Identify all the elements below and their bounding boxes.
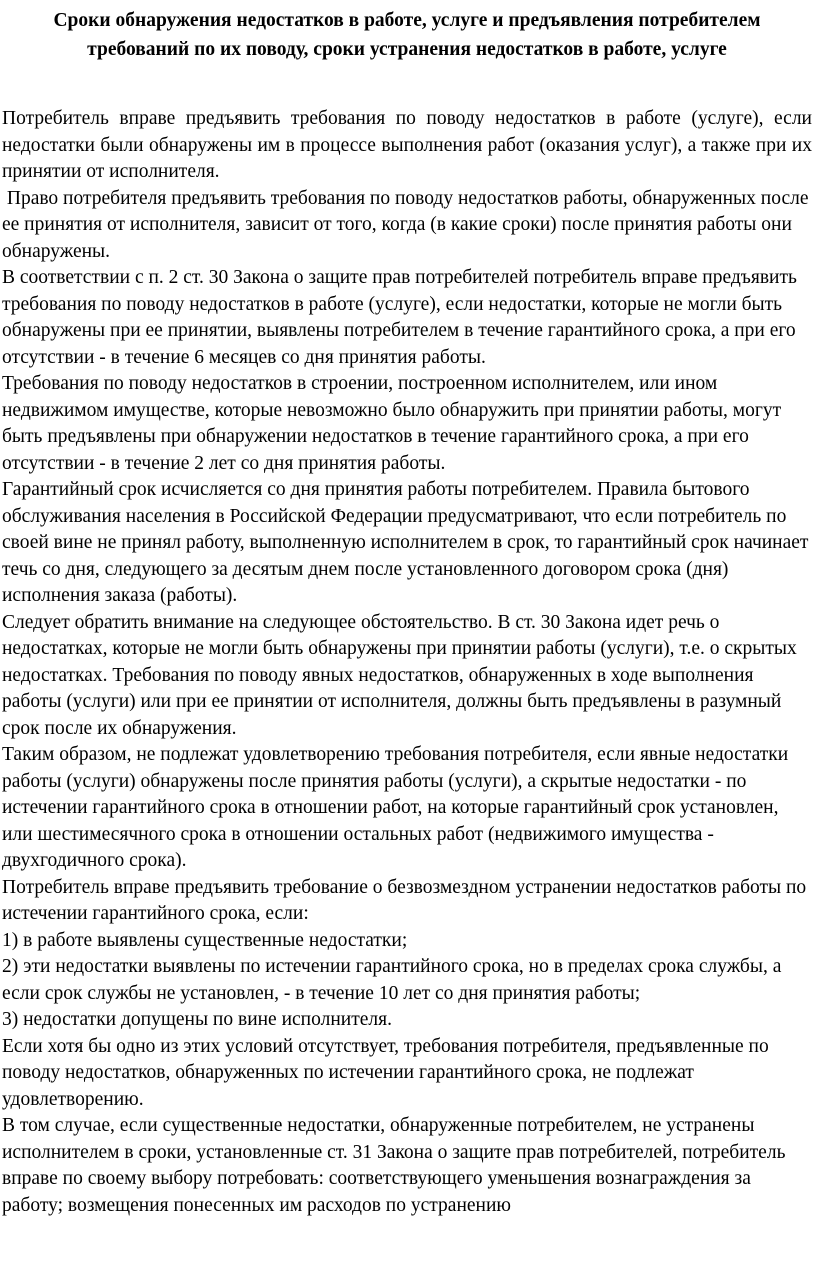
document-title: Сроки обнаружения недостатков в работе, услуге и предъявления потребителем требований по их поводу, сроки устранения недостатков в работе, услуге (53, 10, 761, 60)
paragraph-5: Гарантийный срок исчисляется со дня принятия работы потребителем. Правила бытового обслуживания населения в Российской Федерации предусматривают, что если потребитель по своей вине не принял работу, выполненную исполнителем в срок, то гарантийный срок начинает течь со дня, следующего за десятым днем после установленного договором срока (дня) исполнения заказа (работы). (2, 479, 809, 606)
paragraph-2: Право потребителя предъявить требования по поводу недостатков работы, обнаруженных после ее принятия от исполнителя, зависит от того, когда (в какие сроки) после принятия работы они обнаружены. (2, 187, 814, 262)
paragraph-6: Следует обратить внимание на следующее обстоятельство. В ст. 30 Закона идет речь о недостатках, которые не могли быть обнаружены при принятии работы (услуги), т.е. о скрытых недостатках. Требования по поводу явных недостатков, обнаруженных в ходе выполнения работы (услуги) или при ее принятии от исполнителя, должны быть предъявлены в разумный срок после их обнаружения. (2, 611, 797, 739)
paragraph-8: Потребитель вправе предъявить требование о безвозмездном устранении недостатков работы по истечении гарантийного срока, если: (2, 876, 807, 924)
list-item-3: 3) недостатки допущены по вине исполнителя. (2, 1009, 392, 1030)
paragraph-1: Потребитель вправе предъявить требования по поводу недостатков в работе (услуге), если недостатки были обнаружены им в процессе выполнения работ (оказания услуг), а также при их принятии от исполнителя. (2, 108, 812, 182)
document-body (2, 106, 812, 1219)
paragraph-10: В том случае, если существенные недостатки, обнаруженные потребителем, не устранены исполнителем в сроки, установленные ст. 31 Закона о защите прав потребителей, потребитель вправе по своему выбору потребовать: соответствующего уменьшения вознаграждения за работу; возмещения понесенных им расходов по устранению (2, 1115, 786, 1216)
paragraph-3: В соответствии с п. 2 ст. 30 Закона о защите прав потребителей потребитель вправе предъявить требования по поводу недостатков в работе (услуге), если недостатки, которые не могли быть обнаружены при ее принятии, выявлены потребителем в течение гарантийного срока, а при его отсутствии - в течение 6 месяцев со дня принятия работы. (2, 267, 797, 368)
list-item-1: 1) в работе выявлены существенные недостатки; (2, 929, 408, 951)
list-item-2: 2) эти недостатки выявлены по истечении гарантийного срока, но в пределах срока службы, а если срок службы не установлен, - в течение 10 лет со дня принятия работы; (2, 956, 782, 1004)
paragraph-4: Требования по поводу недостатков в строении, построенном исполнителем, или ином недвижимом имуществе, которые невозможно было обнаружить при принятии работы, могут быть предъявлены при обнаружении недостатков в течение гарантийного срока, а при его отсутствии - в течение 2 лет со дня принятия работы. (2, 373, 782, 474)
paragraph-9: Если хотя бы одно из этих условий отсутствует, требования потребителя, предъявленные по поводу недостатков, обнаруженных по истечении гарантийного срока, не подлежат удовлетворению. (2, 1035, 769, 1110)
paragraph-7: Таким образом, не подлежат удовлетворению требования потребителя, если явные недостатки работы (услуги) обнаружены после принятия работы (услуги), а скрытые недостатки - по истечении гарантийного срока в отношении работ, на которые гарантийный срок установлен, или шестимесячного срока в отношении остальных работ (недвижимого имущества - двухгодичного срока). (2, 744, 789, 871)
